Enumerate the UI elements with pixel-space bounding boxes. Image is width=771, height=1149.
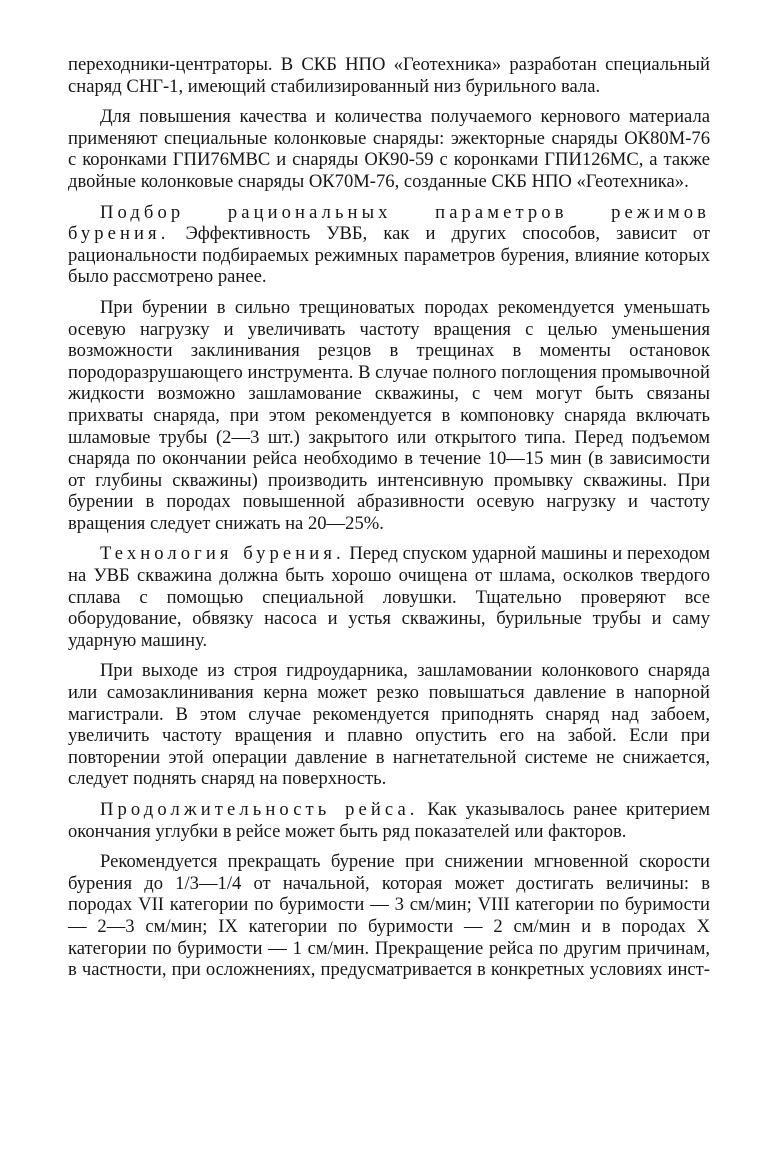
paragraph-text: переходники-центраторы. В СКБ НПО «Геотехника» разработан специальный снаряд СНГ-1, имеющий стабилизированный низ бурильного вала. <box>68 54 710 97</box>
paragraph-text: Рекомендуется прекращать бурение при снижении мгновенной скорости бурения до 1/3—1/4 от начальной, которая может достигать величины: в породах VII категории по буримости — 3 см/мин; VIII категории по буримости — 2—3 см/мин; IX категории по буримости — 2 см/мин и в породах X категории по буримости — 1 см/мин. Прекращение рейса по другим причинам, в частности, при осложнениях, предусматривается в конкретных условиях инст- <box>68 851 710 981</box>
section-heading-run-duration: Продолжительность рейса. <box>100 799 419 820</box>
paragraph-8 <box>68 851 710 981</box>
paragraph-7 <box>68 799 710 842</box>
paragraph-text: Как указывалось ранее критерием окончания углубки в рейсе может быть ряд показателей или факторов. <box>68 799 710 842</box>
paragraph-text: Эффективность УВБ, как и других способов, зависит от рациональности подбираемых режимных параметров бурения, влияние которых было рассмотрено ранее. <box>68 223 710 288</box>
paragraph-6 <box>68 660 710 790</box>
paragraph-1 <box>68 54 710 97</box>
paragraph-3 <box>68 202 710 288</box>
section-heading-drilling-technology: Технология бурения. <box>100 543 345 565</box>
section-heading-regime-parameters: Подбор рациональных параметров режимов бурения. <box>68 201 710 245</box>
paragraph-text: При выходе из строя гидроударника, зашламовании колонкового снаряда или самозаклинивания керна может резко повышаться давление в напорной магистрали. В этом случае рекомендуется приподнять снаряд над забоем, увеличить частоту вращения и плавно опустить его на забой. Если при повторении этой операции давление в нагнетательной системе не снижается, следует поднять снаряд на поверхность. <box>68 660 710 790</box>
paragraph-text: Для повышения качества и количества получаемого кернового материала применяют специальные колонковые снаряды: эжекторные снаряды ОК80М-76 с коронками ГПИ76МВС и снаряды ОК90-59 с коронками ГПИ126МС, а также двойные колонковые снаряды ОК70М-76, созданные СКБ НПО «Геотехника». <box>68 106 710 192</box>
document-page <box>68 54 710 990</box>
paragraph-text: Перед спуском ударной машины и переходом на УВБ скважина должна быть хорошо очищена от шлама, осколков твердого сплава с помощью специальной ловушки. Тщательно проверяют все оборудование, обвязку насоса и устья скважины, бурильные трубы и саму ударную машину. <box>68 543 710 651</box>
paragraph-text: При бурении в сильно трещиноватых породах рекомендуется уменьшать осевую нагрузку и увеличивать частоту вращения с целью уменьшения возможности заклинивания резцов в трещинах в моменты остановок породоразрушающего инструмента. В случае полного поглощения промывочной жидкости возможно зашламование скважины, с чем могут быть связаны прихваты снаряда, при этом рекомендуется в компоновку снаряда включать шламовые трубы (2—3 шт.) закрытого или открытого типа. Перед подъемом снаряда по окончании рейса необходимо в течение 10—15 мин (в зависимости от глубины скважины) производить интенсивную промывку скважины. При бурении в породах повышенной абразивности осевую нагрузку и частоту вращения следует снижать на 20—25%. <box>68 296 710 534</box>
paragraph-4 <box>68 297 710 535</box>
paragraph-2 <box>68 106 710 192</box>
paragraph-5 <box>68 543 710 651</box>
